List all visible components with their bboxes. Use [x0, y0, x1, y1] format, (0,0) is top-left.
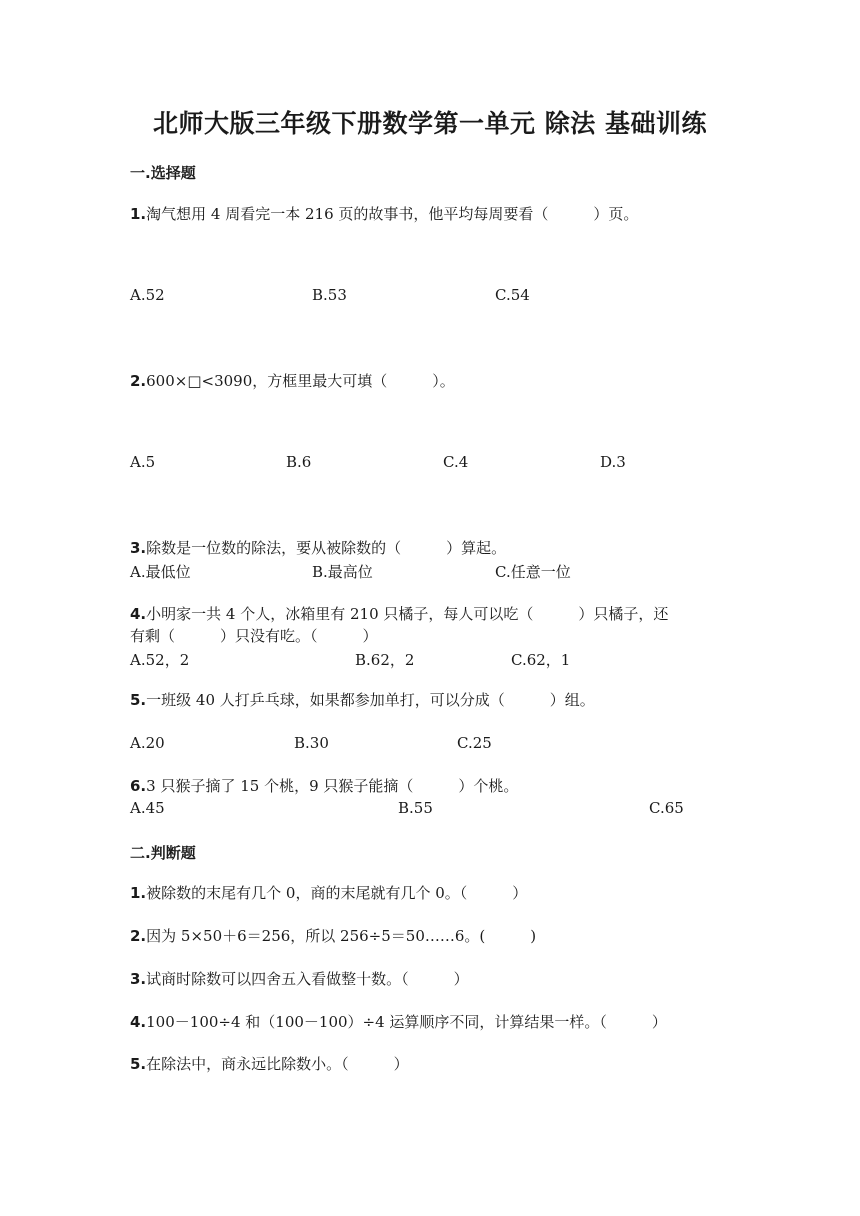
- question-text: 在除法中，商永远比除数小。（ ）: [146, 1055, 409, 1073]
- question-number: 1.: [130, 884, 147, 902]
- option-c: C.62，1: [511, 651, 571, 669]
- choice-question-3: [130, 537, 506, 559]
- question-text-line-2: 有剩（ ）只没有吃。（ ）: [130, 627, 378, 645]
- question-number: 5.: [130, 1055, 147, 1073]
- choice-question-4: [130, 603, 668, 625]
- question-text: 600×□<3090，方框里最大可填（ ）。: [146, 372, 455, 390]
- option-c: C.65: [649, 799, 684, 817]
- option-b: B.55: [398, 799, 433, 817]
- option-b: B.53: [312, 286, 347, 304]
- judge-question-5: [130, 1053, 409, 1075]
- option-a: A.45: [130, 799, 165, 817]
- judge-question-2: [130, 925, 536, 947]
- option-b: B.62，2: [355, 651, 415, 669]
- question-number: 5.: [130, 691, 147, 709]
- question-text: 淘气想用 4 周看完一本 216 页的故事书，他平均每周要看（ ）页。: [146, 205, 639, 223]
- choice-question-1: [130, 203, 638, 225]
- option-d: D.3: [600, 453, 626, 471]
- question-text: 被除数的末尾有几个 0，商的末尾就有几个 0。（ ）: [146, 884, 528, 902]
- option-b: B.6: [286, 453, 312, 471]
- judge-question-4: [130, 1011, 667, 1033]
- option-c: C.4: [443, 453, 469, 471]
- question-number: 2.: [130, 372, 147, 390]
- question-text: 100－100÷4 和（100－100）÷4 运算顺序不同，计算结果一样。（ ）: [146, 1013, 667, 1031]
- question-number: 3.: [130, 970, 147, 988]
- page-title: 北师大版三年级下册数学第一单元 除法 基础训练: [153, 109, 707, 138]
- question-text: 试商时除数可以四舍五入看做整十数。（ ）: [146, 970, 469, 988]
- choice-question-4-continued: [130, 625, 378, 647]
- question-text: 因为 5×50＋6＝256，所以 256÷5＝50……6。( ): [146, 927, 537, 945]
- option-b: B.30: [294, 734, 329, 752]
- choice-question-6: [130, 775, 518, 797]
- question-number: 3.: [130, 539, 147, 557]
- choice-question-2: [130, 370, 455, 392]
- question-number: 2.: [130, 927, 147, 945]
- option-a: A.52: [130, 286, 165, 304]
- judge-question-1: [130, 882, 527, 904]
- option-c: C.任意一位: [495, 563, 571, 581]
- option-c: C.54: [495, 286, 530, 304]
- question-number: 4.: [130, 1013, 147, 1031]
- question-number: 4.: [130, 605, 147, 623]
- option-c: C.25: [457, 734, 492, 752]
- question-number: 1.: [130, 205, 147, 223]
- option-b: B.最高位: [312, 563, 373, 581]
- section-heading-choice: 一.选择题: [130, 164, 196, 182]
- option-a: A.5: [130, 453, 156, 471]
- choice-question-5: [130, 689, 595, 711]
- question-text: 除数是一位数的除法，要从被除数的（ ）算起。: [146, 539, 507, 557]
- question-text-line-1: 小明家一共 4 个人，冰箱里有 210 只橘子，每人可以吃（ ）只橘子，还: [146, 605, 669, 623]
- section-heading-judge: 二.判断题: [130, 844, 196, 862]
- question-number: 6.: [130, 777, 147, 795]
- question-text: 3 只猴子摘了 15 个桃，9 只猴子能摘（ ）个桃。: [146, 777, 519, 795]
- option-a: A.最低位: [130, 563, 191, 581]
- option-a: A.52，2: [130, 651, 190, 669]
- question-text: 一班级 40 人打乒乓球，如果都参加单打，可以分成（ ）组。: [146, 691, 595, 709]
- judge-question-3: [130, 968, 469, 990]
- option-a: A.20: [130, 734, 165, 752]
